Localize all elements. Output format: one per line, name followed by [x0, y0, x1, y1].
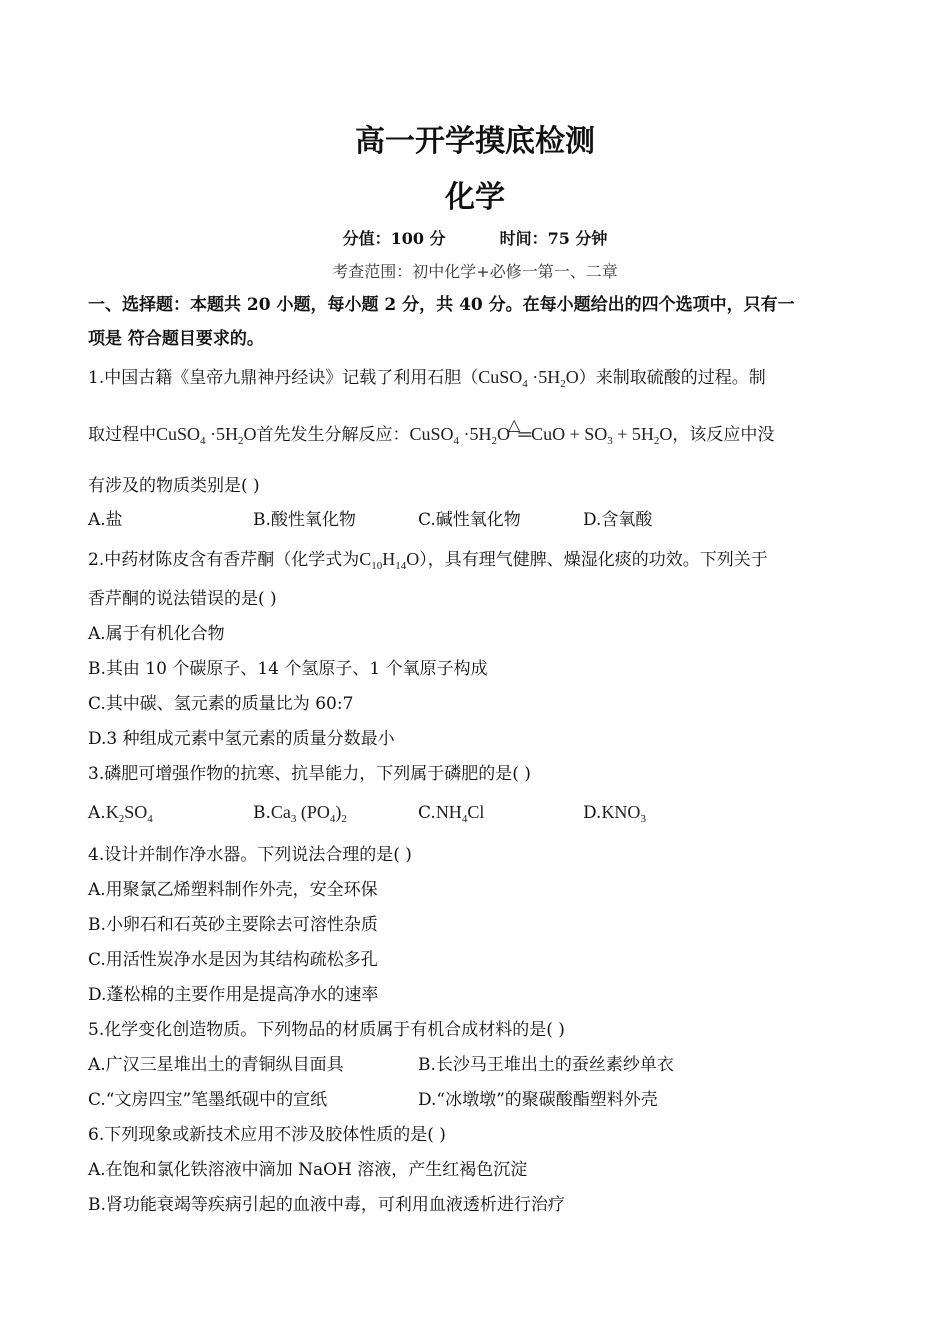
- q4-option-c: C.用活性炭净水是因为其结构疏松多孔: [88, 950, 378, 970]
- time-text: 时间：75 分钟: [499, 229, 608, 248]
- q1-option-b: B.酸性氧化物: [253, 510, 356, 530]
- q2-option-b: B.其由 10 个碳原子、14 个氢原子、1 个氧原子构成: [88, 659, 488, 679]
- q2-option-a: A.属于有机化合物: [88, 624, 225, 644]
- formula-k2so4: $K_2SO_4$: [105, 802, 153, 825]
- q4-option-b: B.小卵石和石英砂主要除去可溶性杂质: [88, 915, 378, 935]
- q3-option-c: $C.NH_4Cl$: [418, 802, 485, 825]
- q6-stem: 6.下列现象或新技术应用不涉及胶体性质的是( ): [88, 1125, 446, 1145]
- score-text: 分值：100 分: [342, 229, 446, 248]
- q5-option-b: B.长沙马王堆出土的蚕丝素纱单衣: [418, 1055, 674, 1075]
- q1-option-a: A.盐: [88, 510, 123, 530]
- q6-option-a: A.在饱和氯化铁溶液中滴加 NaOH 溶液，产生红褐色沉淀: [88, 1160, 528, 1180]
- q2-option-d: D.3 种组成元素中氢元素的质量分数最小: [88, 729, 395, 749]
- q4-stem: 4.设计并制作净水器。下列说法合理的是( ): [88, 845, 412, 865]
- q5-stem: 5.化学变化创造物质。下列物品的材质属于有机合成材料的是( ): [88, 1020, 565, 1040]
- formula-cuso4-5h2o: CuSO$_4$ $\cdot 5H_2O$: [156, 424, 257, 447]
- formula-kno3: $KNO_3$: [601, 802, 646, 825]
- q3-option-a: $A.K_2SO_4$: [88, 802, 153, 825]
- q3-stem: 3.磷肥可增强作物的抗寒、抗旱能力，下列属于磷肥的是( ): [88, 764, 531, 784]
- q1-stem-line1: 1.中国古籍《皇帝九鼎神丹经诀》记载了利用石胆（CuSO$_4$ $\cdot 5H_2O$）来制取硫酸的过程。制: [88, 367, 766, 390]
- heat-triangle-icon: △: [508, 417, 521, 434]
- q1-option-d: D.含氧酸: [583, 510, 653, 530]
- formula-cuso4-5h2o: CuSO$_4$ $\cdot 5H_2O$: [478, 367, 579, 390]
- section-heading-line2: 项是 符合题目要求的。: [88, 329, 264, 349]
- q5-option-d: D.“冰墩墩”的聚碳酸酯塑料外壳: [418, 1090, 658, 1110]
- q1-stem-line2: 取过程中CuSO$_4$ $\cdot 5H_2O$首先发生分解反应：CuSO$_4$ $\cdot 5H_2O\triangle═CuO + SO_3 + 5H_2O$，该反应中没: [88, 417, 775, 447]
- q4-option-a: A.用聚氯乙烯塑料制作外壳，安全环保: [88, 880, 378, 900]
- q2-stem-line1: 2.中药材陈皮含有香芹酮（化学式为$C_{10}H_{14}O$），具有理气健脾、燥湿化痰的功效。下列关于: [88, 549, 768, 572]
- exam-title: 高一开学摸底检测: [355, 124, 595, 159]
- q5-option-a: A.广汉三星堆出土的青铜纵目面具: [88, 1055, 344, 1075]
- exam-meta: [0, 226, 950, 249]
- q1-stem-line3: 有涉及的物质类别是( ): [88, 476, 260, 496]
- q4-option-d: D.蓬松棉的主要作用是提高净水的速率: [88, 985, 379, 1005]
- q2-stem-line2: 香芹酮的说法错误的是( ): [88, 589, 277, 609]
- q2-option-c: C.其中碳、氢元素的质量比为 60:7: [88, 694, 354, 714]
- q5-option-c: C.“文房四宝”笔墨纸砚中的宣纸: [88, 1090, 328, 1110]
- subject-title: 化学: [445, 180, 505, 215]
- formula-nh4cl: $NH_4Cl$: [435, 802, 485, 825]
- formula-ca3po42: $Ca_3$ $(PO_4)_2$: [270, 802, 347, 825]
- q1-option-c: C.碱性氧化物: [418, 510, 521, 530]
- q6-option-b: B.肾功能衰竭等疾病引起的血液中毒，可利用血液透析进行治疗: [88, 1195, 565, 1215]
- exam-scope: 考查范围：初中化学+必修一第一、二章: [332, 262, 618, 281]
- q3-option-d: $D.KNO_3$: [583, 802, 646, 825]
- formula-c10h14o: $C_{10}H_{14}O$: [359, 549, 420, 572]
- reaction-equation: CuSO$_4$ $\cdot 5H_2O\triangle═CuO + SO_3 + 5H_2O$: [409, 417, 673, 447]
- q3-option-b: $B.Ca_3$ $(PO_4)_2$: [253, 802, 347, 825]
- section-heading-line1: 一、选择题：本题共 20 小题，每小题 2 分，共 40 分。在每小题给出的四个选项中，只有一: [88, 295, 795, 315]
